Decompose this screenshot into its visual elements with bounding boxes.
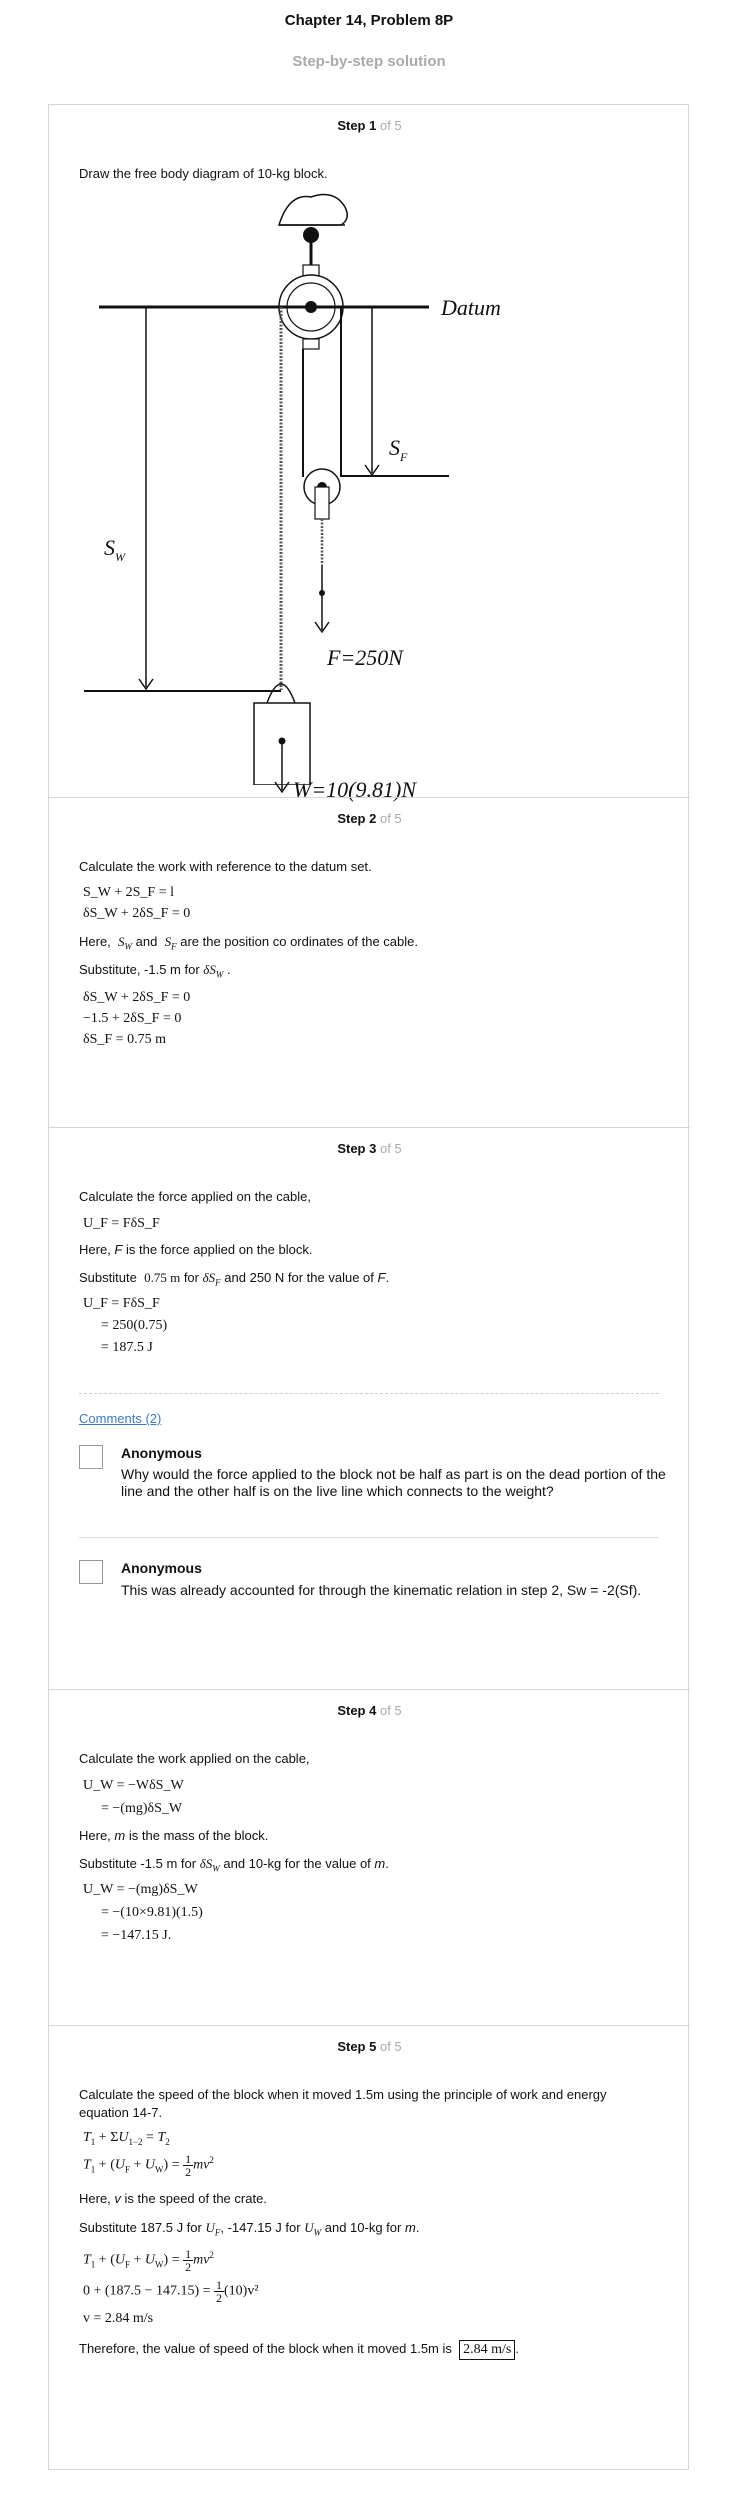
comment-1-text: Why would the force applied to the block not be half as part is on the dead portion of the line and the other half is on the live line which connects to the weight? [121,1466,666,1499]
step-1-text: Draw the free body diagram of 10-kg block. [79,166,328,181]
step-4-label: Step 4 [337,1703,377,1718]
step-4-heading [49,1703,690,1719]
step-2-here: Here, $S_W$ and $S_F$ are the position co ordinates of the cable. [79,934,418,952]
step-3-here: Here, F is the force applied on the block. [79,1242,313,1257]
step-4-eq-5: = −147.15 J. [101,1928,172,1943]
step-2-substitute: Substitute, -1.5 m for $\delta S_W$ . [79,962,231,980]
step-4-eq-2: = −(mg)δS_W [101,1801,183,1816]
step-4-substitute: Substitute -1.5 m for $\delta S_W$ and 10-kg for the value of m. [79,1856,389,1874]
step-3-eq-2: U_F = FδS_F [83,1296,160,1311]
step-4-eq-3: U_W = −(mg)δS_W [83,1882,198,1897]
comment-1-author: Anonymous [121,1445,202,1461]
comment-2-text: This was already accounted for through the kinematic relation in step 2, Sw = -2(Sf). [121,1582,642,1598]
weight-label: W=10(9.81)N [293,777,416,802]
step-2-text: Calculate the work with reference to the datum set. [79,859,372,874]
step-3-text: Calculate the force applied on the cable, [79,1189,311,1204]
step-4-eq-1: U_W = −WδS_W [83,1778,184,1793]
step-3 [49,1127,690,1689]
step-1-heading [49,118,690,134]
comments-link[interactable]: Comments (2) [79,1411,162,1426]
step-1-of: of 5 [379,118,402,133]
step-5-heading [49,2039,690,2055]
step-2-label: Step 2 [337,811,377,826]
solution-card [48,104,689,2470]
force-label: F=250N [327,645,403,670]
step-1 [49,105,690,802]
step-3-label: Step 3 [337,1141,377,1156]
step-5-eq-4: 0 + (187.5 − 147.15) = $\frac{1}{2}$ (10)v² [83,2278,259,2305]
step-3-eq-4: = 187.5 J [101,1340,153,1355]
step-5-eq-2: $T_1 + (U_F + U_W)$ = $\frac{1}{2}$ $mv^2$ [83,2152,214,2179]
step-5-eq-3: $T_1 + (U_F + U_W)$ = $\frac{1}{2}$ $mv^2$ [83,2247,214,2274]
step-5-substitute: Substitute 187.5 J for $U_F$, -147.15 J for $U_W$ and 10-kg for m. [79,2220,420,2238]
sw-label: $S_W$ [104,535,125,564]
step-2-eq-5: δS_F = 0.75 m [83,1032,166,1047]
final-answer: 2.84 m/s [459,2340,515,2360]
step-2 [49,797,690,1127]
page-title: Chapter 14, Problem 8P [284,12,454,29]
comment-2-author: Anonymous [121,1560,202,1576]
step-5-text-2: equation 14-7. [79,2105,163,2120]
step-3-eq-3: = 250(0.75) [101,1318,168,1333]
ceiling-support-icon [279,195,347,225]
step-2-eq-2: δS_W + 2δS_F = 0 [83,906,191,921]
step-4-eq-4: = −(10×9.81)(1.5) [101,1905,203,1920]
step-5-final: Therefore, the value of speed of the block when it moved 1.5m is 2.84 m/s . [79,2340,519,2360]
comment-2-checkbox[interactable] [79,1560,103,1584]
step-3-eq-1: U_F = FδS_F [83,1216,160,1231]
step-2-eq-1: S_W + 2S_F = l [83,885,174,900]
step-5-text-1: Calculate the speed of the block when it moved 1.5m using the principle of work and energy [79,2087,607,2102]
step-2-of: of 5 [379,811,402,826]
step-4-of: of 5 [379,1703,402,1718]
step-3-of: of 5 [379,1141,402,1156]
step-5-of: of 5 [379,2039,402,2054]
step-5 [49,2025,690,2471]
step-3-heading [49,1141,690,1157]
divider [79,1393,659,1394]
comment-separator [79,1537,659,1538]
step-5-eq-5: v = 2.84 m/s [83,2311,154,2326]
step-5-here: Here, v is the speed of the crate. [79,2191,267,2206]
step-4-here: Here, m is the mass of the block. [79,1828,269,1843]
step-5-eq-1: $T_1 + \Sigma U_{1-2} = T_2$ [83,2130,170,2147]
step-4-text: Calculate the work applied on the cable, [79,1751,310,1766]
page-subtitle: Step-by-step solution [292,53,446,70]
step-4 [49,1689,690,2025]
step-3-substitute: Substitute 0.75 m for $\delta S_F$ and 250 N for the value of F. [79,1270,390,1288]
datum-label: Datum [441,295,501,320]
step-2-eq-4: −1.5 + 2δS_F = 0 [83,1011,182,1026]
step-2-eq-3: δS_W + 2δS_F = 0 [83,990,191,1005]
sf-label: $S_F$ [389,435,408,464]
step-2-heading [49,811,690,827]
comment-1-checkbox[interactable] [79,1445,103,1469]
step-5-label: Step 5 [337,2039,377,2054]
step-1-label: Step 1 [337,118,377,133]
